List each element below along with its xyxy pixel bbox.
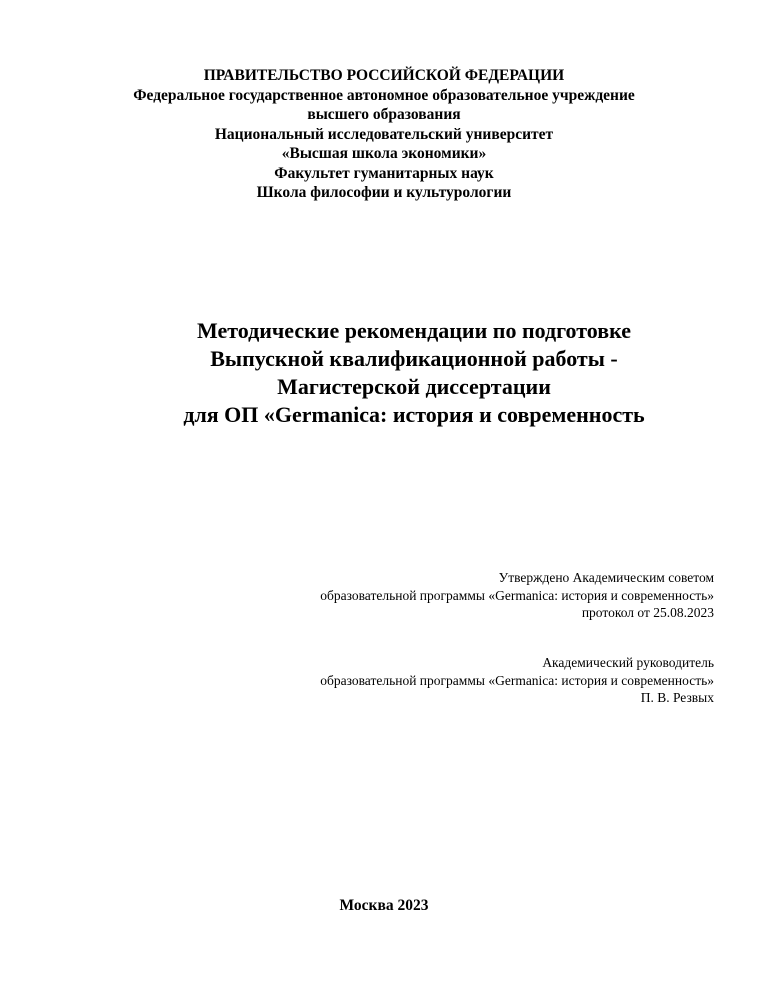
approval-note <box>320 569 714 622</box>
title-line-1: Методические рекомендации по подготовке <box>196 318 632 343</box>
institution-line-1: Федеральное государственное автономное образовательное учреждение <box>133 86 635 104</box>
document-title <box>0 317 768 429</box>
institution-header <box>0 66 768 203</box>
university-line-1: Национальный исследовательский университет <box>214 125 554 143</box>
government-line: ПРАВИТЕЛЬСТВО РОССИЙСКОЙ ФЕДЕРАЦИИ <box>203 67 565 84</box>
title-line-3: Магистерской диссертации <box>277 374 551 399</box>
advisor-name: П. В. Резвых <box>640 690 714 705</box>
title-line-4: для ОП «Germanica: история и современность <box>183 402 645 427</box>
faculty-line: Факультет гуманитарных наук <box>274 164 494 182</box>
approval-line-3: протокол от 25.08.2023 <box>581 605 714 620</box>
place-year: Москва 2023 <box>339 897 429 914</box>
academic-advisor <box>320 654 714 707</box>
title-line-2: Выпускной квалификационной работы - <box>210 346 618 371</box>
advisor-line-2: образовательной программы «Germanica: история и современность» <box>320 672 714 688</box>
approval-line-2: образовательной программы «Germanica: история и современность» <box>320 587 714 603</box>
school-line: Школа философии и культурологии <box>256 184 512 201</box>
institution-line-2: высшего образования <box>307 106 461 123</box>
university-line-2: «Высшая школа экономики» <box>281 145 487 162</box>
advisor-line-1: Академический руководитель <box>542 655 714 670</box>
approval-line-1: Утверждено Академическим советом <box>498 570 714 585</box>
